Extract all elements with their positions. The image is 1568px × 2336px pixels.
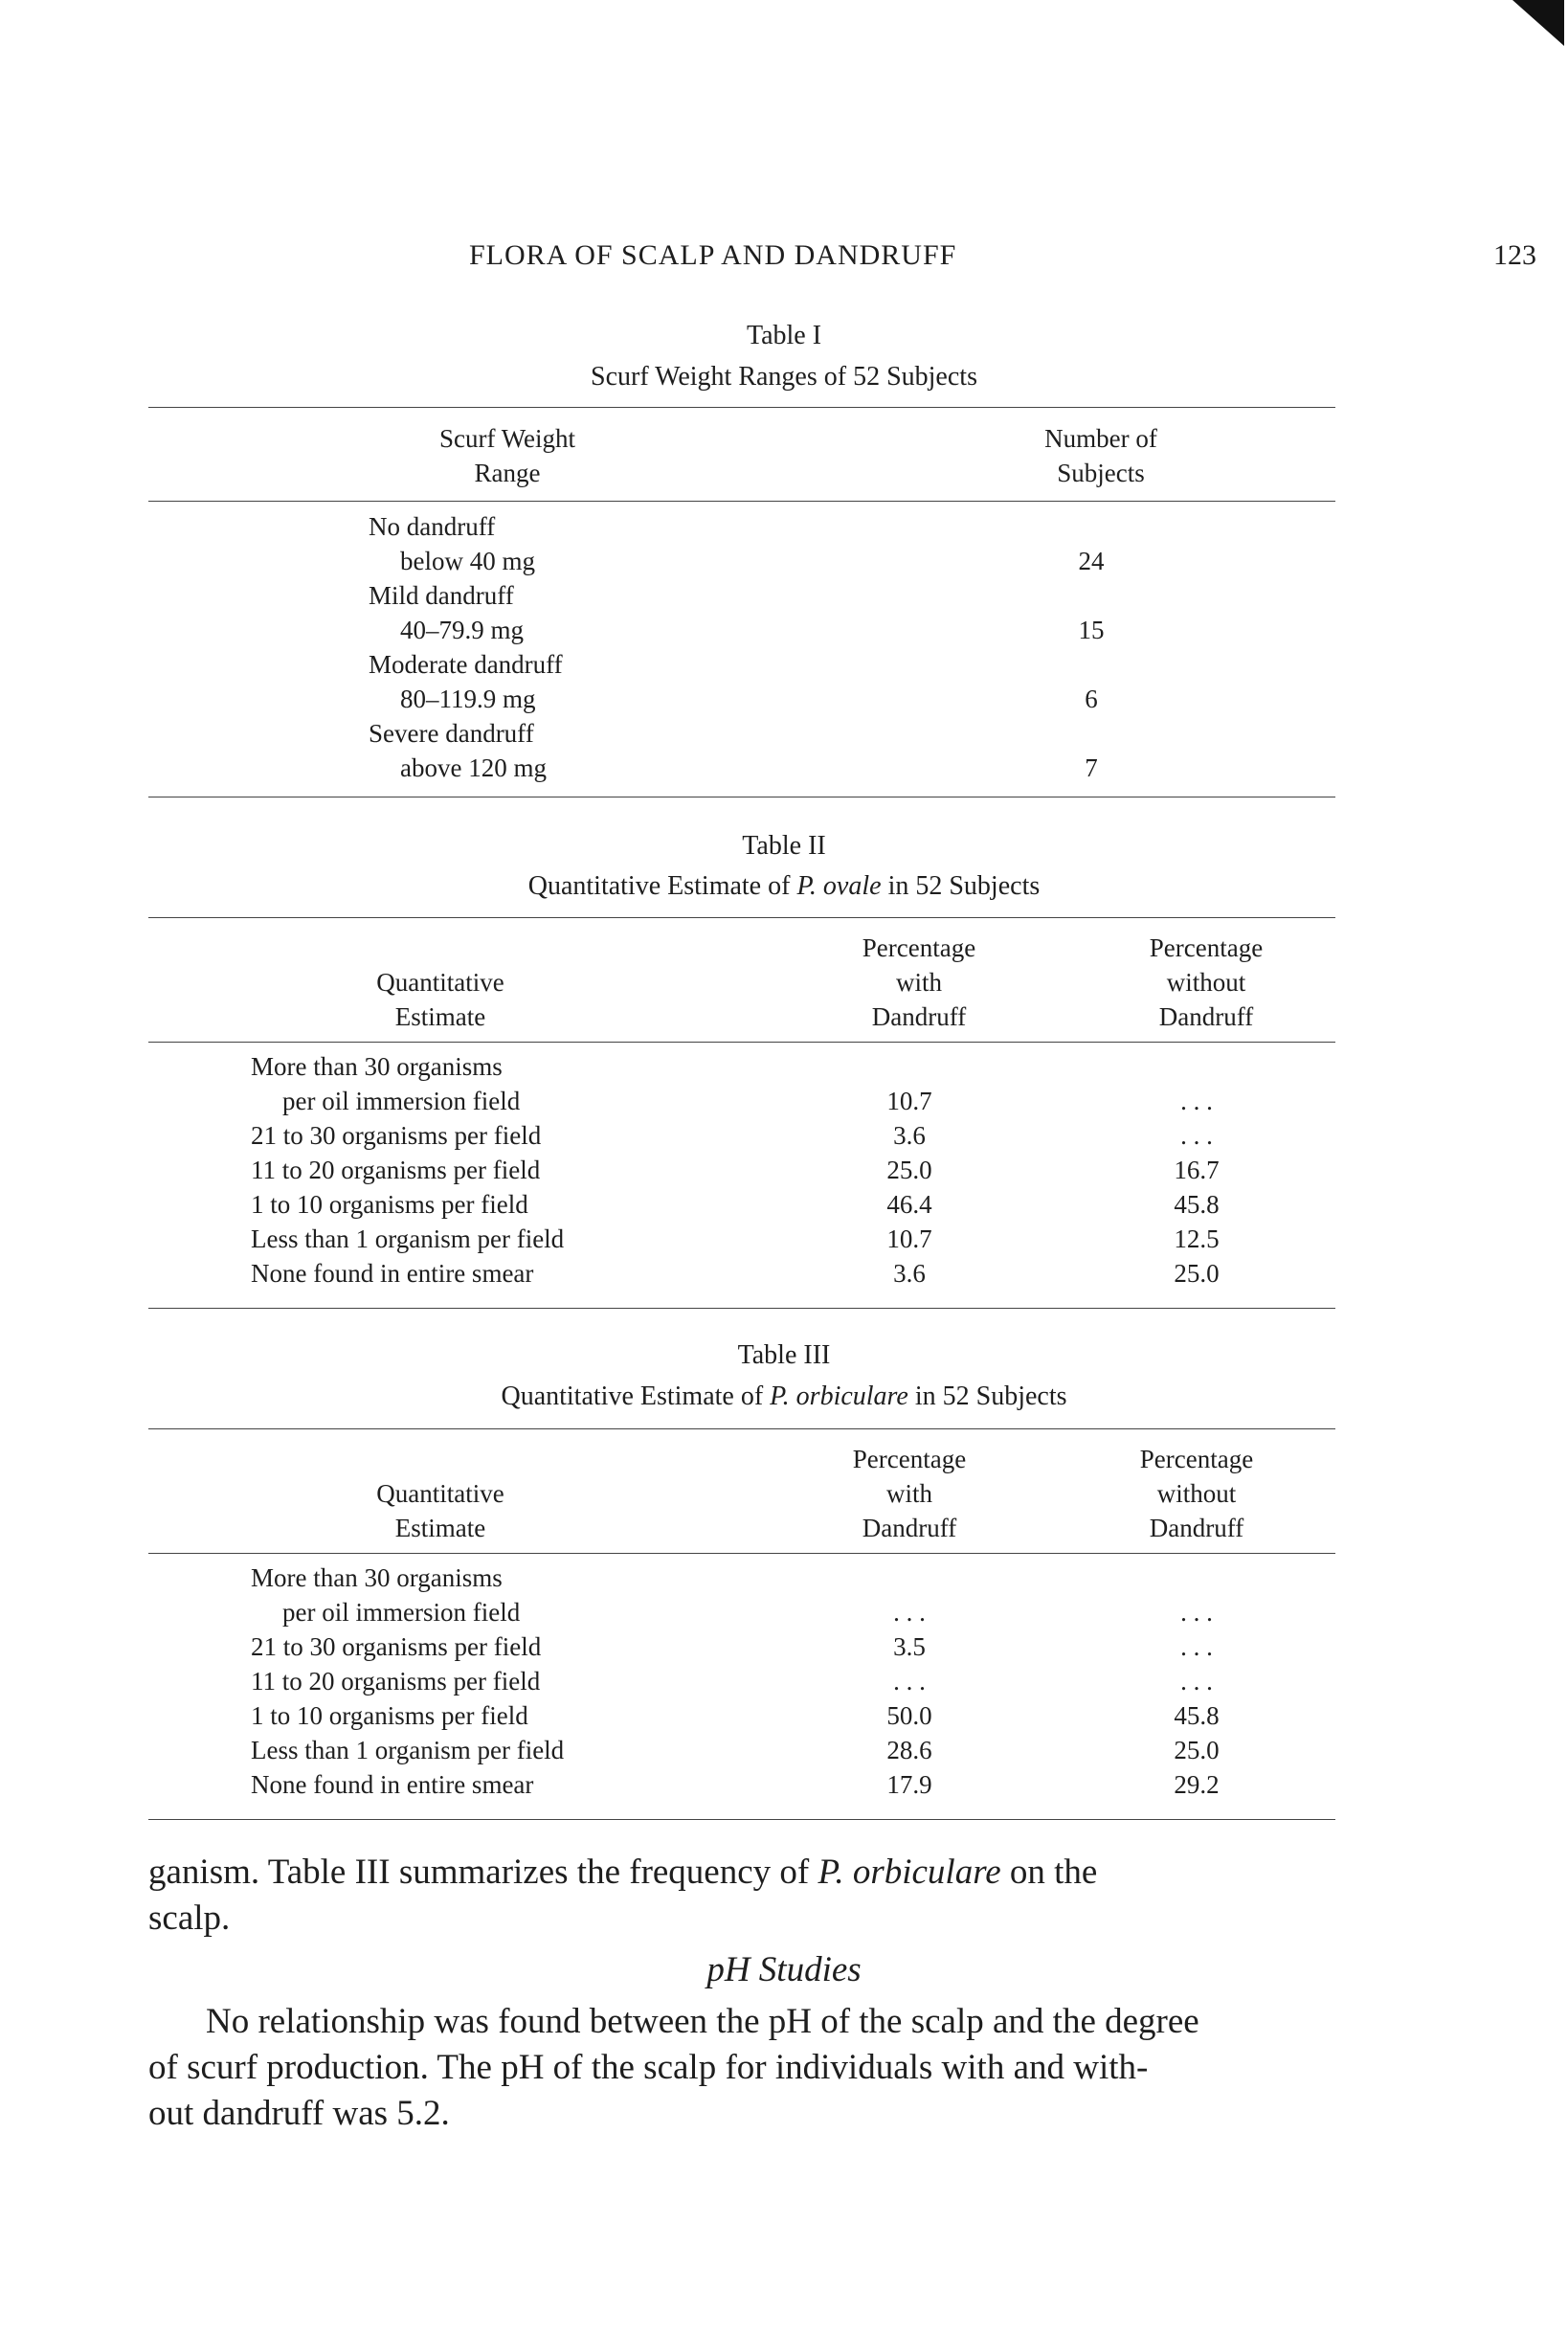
table2-col3-header: Percentage without Dandruff bbox=[1149, 933, 1264, 1031]
table2-label: Table II bbox=[742, 831, 826, 861]
table2-row-without: . . . bbox=[1180, 1087, 1213, 1115]
table1-title: Scurf Weight Ranges of 52 Subjects bbox=[591, 362, 977, 392]
table1-row-range: above 120 mg bbox=[400, 753, 547, 782]
table2-row-label: 21 to 30 organisms per field bbox=[251, 1121, 542, 1150]
table1-row-count: 15 bbox=[1078, 616, 1105, 644]
table1-row-category: No dandruff bbox=[369, 512, 496, 541]
table3-row-without: . . . bbox=[1180, 1598, 1213, 1627]
section-heading: pH Studies bbox=[706, 1950, 862, 1989]
table2-row-without: 25.0 bbox=[1174, 1259, 1220, 1288]
table2-top-rule bbox=[148, 917, 1335, 918]
table2-header-rule bbox=[148, 1042, 1335, 1043]
table3-row-with: 28.6 bbox=[886, 1736, 932, 1764]
table3-row-with: 17.9 bbox=[886, 1770, 932, 1799]
table2-row-label: 11 to 20 organisms per field bbox=[251, 1156, 541, 1184]
table2-row-with: 25.0 bbox=[886, 1156, 932, 1184]
table2-row-label: Less than 1 organism per field bbox=[251, 1224, 565, 1253]
table3-row-label: per oil immersion field bbox=[282, 1598, 521, 1627]
table3-top-rule bbox=[148, 1428, 1335, 1429]
table3-row-label: More than 30 organisms bbox=[251, 1563, 503, 1592]
body-paragraph-2-line: out dandruff was 5.2. bbox=[148, 2094, 450, 2133]
table2-row-with: 10.7 bbox=[886, 1087, 932, 1115]
table2-title: Quantitative Estimate of P. ovale in 52 Subjects bbox=[527, 871, 1041, 901]
table2-row-label: 1 to 10 organisms per field bbox=[251, 1190, 528, 1219]
table1-row-count: 6 bbox=[1085, 685, 1098, 713]
table2-row-without: 45.8 bbox=[1174, 1190, 1220, 1219]
corner-mark bbox=[1512, 0, 1564, 46]
body-paragraph-1: ganism. Table III summarizes the frequency of P. orbiculare on the bbox=[148, 1853, 1098, 1892]
table1-col1-header: Scurf Weight Range bbox=[438, 424, 576, 487]
table1-row-range: 40–79.9 mg bbox=[400, 616, 525, 644]
table3-label: Table III bbox=[737, 1340, 831, 1370]
body-paragraph-2-line: No relationship was found between the pH of the scalp and the degree bbox=[206, 2002, 1199, 2041]
table3-row-with: 50.0 bbox=[886, 1701, 932, 1730]
table2-bottom-rule bbox=[148, 1308, 1335, 1309]
table3-col3-header: Percentage without Dandruff bbox=[1139, 1445, 1254, 1542]
table2-row-without: . . . bbox=[1180, 1121, 1213, 1150]
table2-row-label: per oil immersion field bbox=[282, 1087, 521, 1115]
table1-top-rule bbox=[148, 407, 1335, 408]
table3-row-label: 21 to 30 organisms per field bbox=[251, 1632, 542, 1661]
page-number: 123 bbox=[1493, 239, 1536, 271]
table1-row-count: 24 bbox=[1078, 547, 1105, 575]
table3-row-label: Less than 1 organism per field bbox=[251, 1736, 565, 1764]
table2-col1-header: Quantitative Estimate bbox=[376, 968, 504, 1031]
table2-row-without: 16.7 bbox=[1174, 1156, 1220, 1184]
table3-col1-header: Quantitative Estimate bbox=[376, 1479, 504, 1542]
table3-row-without: . . . bbox=[1180, 1632, 1213, 1661]
table1-label: Table I bbox=[746, 321, 822, 350]
table2-row-with: 10.7 bbox=[886, 1224, 932, 1253]
table3-title: Quantitative Estimate of P. orbiculare in 52 Subjects bbox=[501, 1381, 1067, 1411]
table2-row-label: More than 30 organisms bbox=[251, 1052, 503, 1081]
table2-row-with: 3.6 bbox=[893, 1121, 926, 1150]
table2-row-with: 3.6 bbox=[893, 1259, 926, 1288]
table3-header-rule bbox=[148, 1553, 1335, 1554]
table3-row-label: 11 to 20 organisms per field bbox=[251, 1667, 541, 1696]
table3-bottom-rule bbox=[148, 1819, 1335, 1820]
table3-row-without: 29.2 bbox=[1174, 1770, 1220, 1799]
table1-row-category: Moderate dandruff bbox=[369, 650, 563, 679]
table2-row-label: None found in entire smear bbox=[251, 1259, 534, 1288]
table3-row-label: None found in entire smear bbox=[251, 1770, 534, 1799]
body-paragraph-2-line: of scurf production. The pH of the scalp for individuals with and with- bbox=[148, 2048, 1149, 2087]
table1-row-category: Severe dandruff bbox=[369, 719, 534, 748]
table3-row-without: . . . bbox=[1180, 1667, 1213, 1696]
table3-col2-header: Percentage with Dandruff bbox=[852, 1445, 967, 1542]
table3-row-without: 45.8 bbox=[1174, 1701, 1220, 1730]
table3-row-without: 25.0 bbox=[1174, 1736, 1220, 1764]
table3-row-with: 3.5 bbox=[893, 1632, 926, 1661]
table1-row-range: below 40 mg bbox=[400, 547, 535, 575]
table1-col2-header: Number of Subjects bbox=[1044, 424, 1157, 487]
table1-row-category: Mild dandruff bbox=[369, 581, 514, 610]
table1-row-range: 80–119.9 mg bbox=[400, 685, 536, 713]
table3-row-with: . . . bbox=[893, 1598, 926, 1627]
table3-row-label: 1 to 10 organisms per field bbox=[251, 1701, 528, 1730]
table2-col2-header: Percentage with Dandruff bbox=[862, 933, 976, 1031]
running-title: FLORA OF SCALP AND DANDRUFF bbox=[469, 239, 957, 271]
table1-row-count: 7 bbox=[1085, 753, 1098, 782]
table3-row-with: . . . bbox=[893, 1667, 926, 1696]
table2-row-without: 12.5 bbox=[1174, 1224, 1220, 1253]
table2-row-with: 46.4 bbox=[886, 1190, 932, 1219]
body-paragraph-1-line-2: scalp. bbox=[148, 1898, 231, 1938]
table1-header-rule bbox=[148, 501, 1335, 502]
